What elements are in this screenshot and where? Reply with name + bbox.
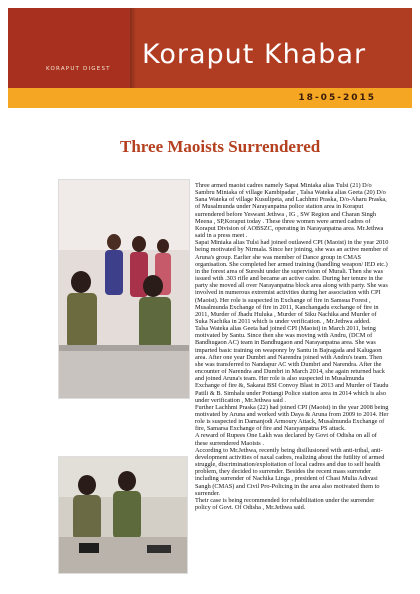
- officials-photo: [58, 456, 188, 574]
- issue-date: 18-05-2015: [298, 93, 376, 103]
- masthead-left-panel: [8, 8, 130, 88]
- article-paragraph: A reward of Rupees One Lakh was declared by Govt of Odisha on all of these surrendered Maoists .: [195, 432, 377, 447]
- article-paragraph: According to Mr.Jethwa, recently being disillusioned with anti-tribal, anti-development activities of naxal cadres, realizing about the futility of armed struggle, discrimination/exploitation of local cadres and due to self health problem, they decided to surrender. Besides the recent mass surrender including surrender of Nachika Linga , president of Chasi Mulia Adivasi Sangh (CMAS) and Civil Pro-Policing in the area also motivated them to surrender.: [195, 446, 385, 497]
- surrender-photo: [58, 179, 190, 399]
- publication-tag: KORAPUT DIGEST: [46, 66, 111, 72]
- article-body: [195, 182, 390, 592]
- article-paragraph: Their case is being recommended for rehabilitation under the surrender policy of Govt. Of Odisha , Mr.Jethwa said.: [195, 496, 375, 512]
- article-headline: Three Maoists Surrendered: [120, 137, 321, 156]
- article-paragraph: Sapai Miniaka alias Tulsi had joined outlawed CPI (Maoist) in the year 2010 being motivated by Nirmala. Since her joining, she was an active member of Aruna's group. Earlier she was member of Dance group in CMAS organisation. She completed her armed training (handling weapon/ IED etc.) in the forest area of Sureshi under the supervision of Murali. Then she was issued with .303 rifle and became an active cadre. During her tenure in the party she moved all over Narayanpatna block area along with party. She was involved in numerous extremist activities during her association with CPI (Maoist). Her role is suspected in Exchange of fire in Samsua Forest , Musalmunda Exchange of fire in 2011, Kanchangadu exchange of fire in 2011, Murder of Jhadu Huluka , Murder of Siku Nachika and Murder of Suka Nachika in 2011 which is under verification. , Mr.Jethwa added.: [195, 239, 389, 325]
- article-paragraph: Further Lachhmi Praska (22) had joined CPI (Maoist) in the year 2008 being motivated by Aruna and worked with Daya & Aruna from 2009 to 2014. Her role is suspected in Damanjodi Armoury Attack, Musalmunda Exchange of fire, Samarsa Exchange of fire and Narayanpatna PS attack.: [195, 403, 389, 433]
- date-bar: [8, 88, 412, 108]
- masthead: [8, 8, 412, 88]
- article-paragraph: Talsa Wateka alias Geeta had joined CPI (Maoist) in March 2011, being motivated by Santu. Since then she was moving with Andru, (DCM of Bandhugaon AC) team in Bandhugaon and Narayanpatna area. She was imparted basic training on weaponry by Santu in Bajragada and Kalugaon area. After one year Dumbri and Narendra joined with Andru's team. Then she was transferred to Nandapur AC with Dumbri and Narendra. After the encounter of Narendra and Dumbri in March 2014, she again returned back and joined Aruna's team. Her role is also suspected in Musalmunda Exchange of fire &, Sakarai BSI Convoy Blast in 2013 and Murder of Taudu Patili & B. Simhalu under Pottangi Police station area in 2014 which is also under verification , Mr.Jethwa said .: [195, 325, 389, 404]
- officials-photo-illustration: [59, 457, 187, 573]
- newsletter-title: Koraput Khabar: [142, 39, 367, 70]
- article-paragraph: Three armed maoist cadres namely Sapai Miniaka alias Tulsi (21) D/o Sambru Miniaka of village Kambipadar , Talsa Wateka alias Geeta (20) D/o Sana Wateka of village Kusulipeta, and Lachhmi Praska, D/o-Aharu Praska, of Musalmunda under Narayanpatna police station area in Koraput surrendered before Yeswant Jethwa , IG , SW Region and Charan Singh Meena , SP,Koraput today . These three women were armed cadres of Koraput Division of AOBSZC, operating in Narayanpatna area. Mr.Jethwa said in a press meet .: [195, 182, 387, 240]
- surrender-photo-illustration: [59, 180, 189, 398]
